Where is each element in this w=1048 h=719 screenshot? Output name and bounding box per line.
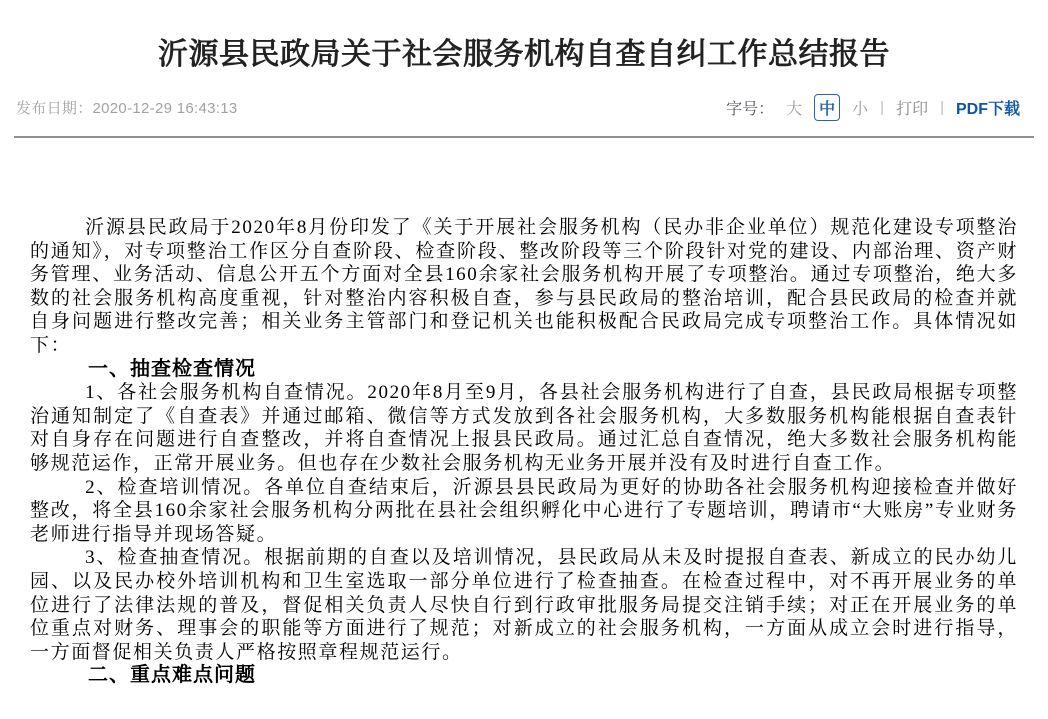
header-divider (14, 136, 1034, 138)
toolbar (726, 94, 1020, 121)
font-size-large-button[interactable]: 大 (786, 100, 803, 118)
section-heading-2: 二、重点难点问题 (88, 664, 256, 687)
section-heading-1: 一、抽查检查情况 (88, 357, 256, 380)
article-paragraph: 3、检查抽查情况。根据前期的自查以及培训情况，县民政局从未及时提报自查表、新成立的民办幼儿园、以及民办校外培训机构和卫生室选取一部分单位进行了检查抽查。在检查过程中，对不再开展业务的单位进行了法律法规的普及，督促相关负责人尽快自行到行政审批服务局提交注销手续；对正在开展业务的单位重点对财务、理事会的职能等方面进行了规范；对新成立的社会服务机构，一方面从成立会时进行指导，一方面督促相关负责人严格按照章程规范运行。 (30, 547, 1018, 663)
article-paragraph: 沂源县民政局于2020年8月份印发了《关于开展社会服务机构（民办非企业单位）规范化建设专项整治的通知》，对专项整治工作区分自查阶段、检查阶段、整改阶段等三个阶段针对党的建设、内部治理、资产财务管理、业务活动、信息公开五个方面对全县160余家社会服务机构开展了专项整治。通过专项整治，绝大多数的社会服务机构高度重视，针对整治内容积极自查，参与县民政局的整治培训，配合县民政局的检查并就自身问题进行整改完善；相关业务主管部门和登记机关也能积极配合民政局完成专项整治工作。具体情况如下： (30, 217, 1018, 356)
font-size-small-button[interactable]: 小 (852, 100, 869, 118)
publish-date: 发布日期：2020-12-29 16:43:13 (16, 99, 238, 117)
article-body (30, 216, 1018, 688)
font-size-label: 字号： (726, 100, 775, 118)
page-title: 沂源县民政局关于社会服务机构自查自纠工作总结报告 (158, 38, 890, 71)
meta-row (16, 94, 1020, 120)
article-paragraph: 2、检查培训情况。各单位自查结束后，沂源县县民政局为更好的协助各社会服务机构迎接检查并做好整改，将全县160余家社会服务机构分两批在县社会组织孵化中心进行了专题培训，聘请市“大账房”专业财务老师进行指导并现场答疑。 (30, 476, 1018, 545)
pdf-download-button[interactable]: PDF下载 (955, 100, 1020, 118)
toolbar-separator: | (880, 98, 885, 116)
article-paragraph: 1、各社会服务机构自查情况。2020年8月至9月，各县社会服务机构进行了自查，县民政局根据专项整治通知制定了《自查表》并通过邮箱、微信等方式发放到各社会服务机构，大多数服务机构能根据自查表针对自身存在问题进行自查整改，并将自查情况上报县民政局。通过汇总自查情况，绝大多数社会服务机构能够规范运作，正常开展业务。但也存在少数社会服务机构无业务开展并没有及时进行自查工作。 (30, 382, 1018, 474)
toolbar-separator: | (940, 98, 944, 116)
print-button[interactable]: 打印 (896, 100, 929, 118)
font-size-medium-button[interactable]: 中 (814, 94, 840, 121)
